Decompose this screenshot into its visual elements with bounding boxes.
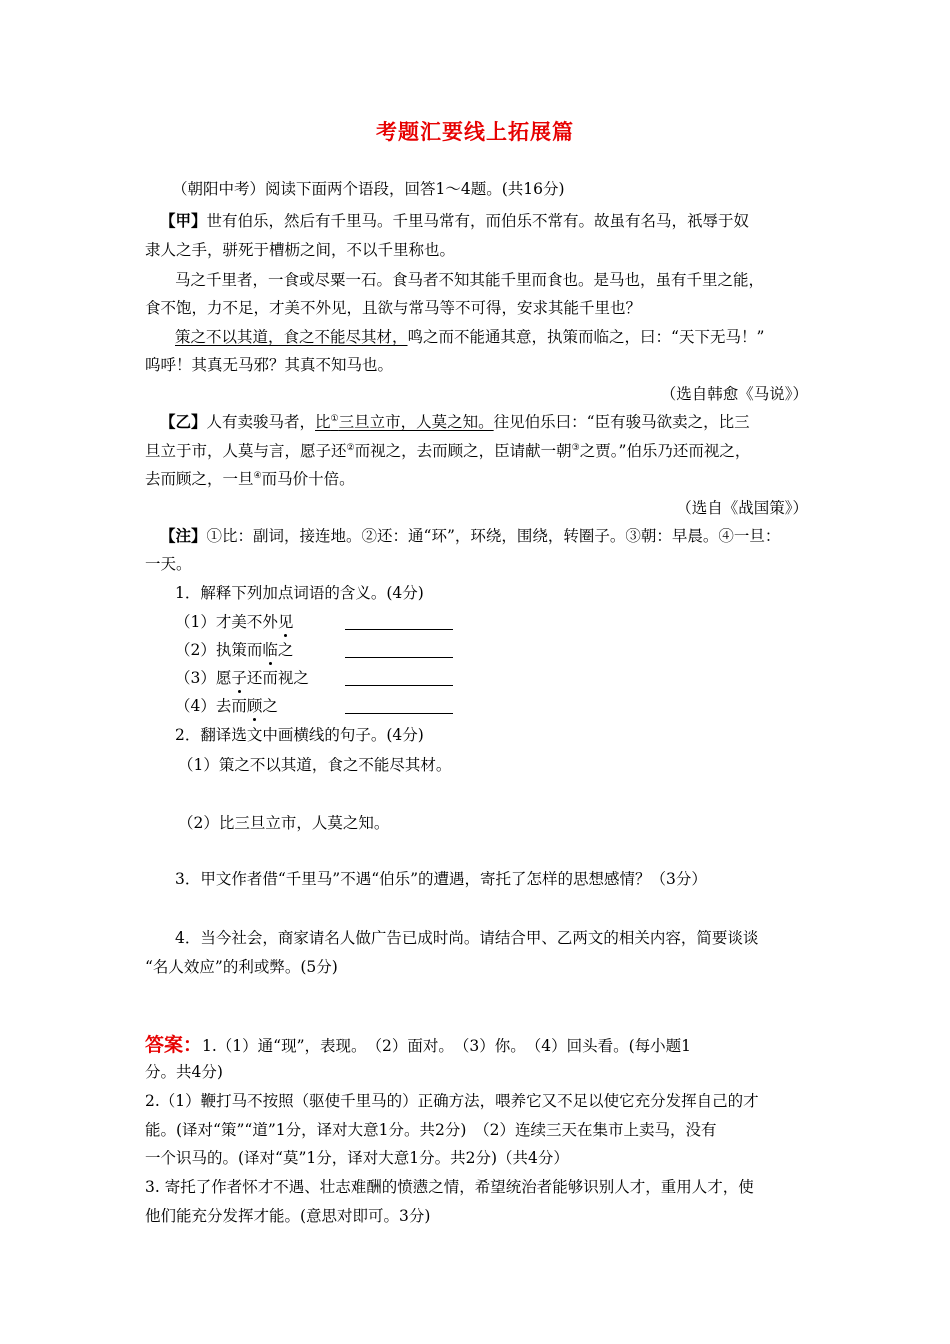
answer-blank-4[interactable] xyxy=(345,713,453,714)
question-2-sentence-2: （2）比三旦立市，人莫之知。 xyxy=(178,814,390,832)
passage-jia-text-5: 鸣之而不能通其意，执策而临之，曰：“天下无马！” xyxy=(407,328,765,346)
answer-line-1 xyxy=(145,1034,691,1057)
notes-label: 【注】 xyxy=(160,526,207,545)
underlined-sentence-2-b: 三旦立市，人莫之知。 xyxy=(338,413,494,431)
passage-yi-text-3b: 而马价十倍。 xyxy=(261,470,355,488)
question-4-line-1: 4．当今社会，商家请名人做广告已成时尚。请结合甲、乙两文的相关内容，简要谈谈 xyxy=(175,929,759,947)
q1-item-4-pre: （4）去而 xyxy=(175,697,247,715)
dotted-word-4: 顾 xyxy=(246,697,263,715)
footnote-mark-4: ④ xyxy=(253,470,262,481)
underlined-sentence-2 xyxy=(315,413,494,431)
q1-item-1-pre: （1）才美不外 xyxy=(175,613,278,631)
answer-line-2: 分。共4分) xyxy=(145,1063,223,1081)
passage-yi-text-2a: 旦立于市，人莫与言，愿子还 xyxy=(145,442,347,460)
footnote-mark-1: ① xyxy=(330,413,339,424)
answer-label: 答案： xyxy=(145,1034,203,1056)
question-1-item-3 xyxy=(175,668,309,688)
passage-yi-text-2b: 而视之，去而顾之，臣请献一朝 xyxy=(354,442,572,460)
footnote-mark-3: ③ xyxy=(571,442,580,453)
answer-blank-1[interactable] xyxy=(345,629,453,630)
passage-yi-text-3a: 去而顾之，一旦 xyxy=(145,470,254,488)
question-1-item-1 xyxy=(175,612,293,632)
question-3: 3．甲文作者借“千里马”不遇“伯乐”的遭遇，寄托了怎样的思想感情？（3分） xyxy=(175,870,707,888)
question-4-line-2: “名人效应”的利或弊。(5分) xyxy=(145,958,338,976)
page-title: 考题汇要线上拓展篇 xyxy=(376,119,574,144)
answer-text-1: 1.（1）通“现”，表现。 （2）面对。 （3）你。 （4）回头看。(每小题1 xyxy=(202,1037,692,1055)
footnote-mark-2: ② xyxy=(346,442,355,453)
q1-item-2-pre: （2）执策而 xyxy=(175,641,263,659)
passage-yi-text-2c: 之贾。”伯乐乃还而视之， xyxy=(579,442,751,460)
passage-yi-text-1b: 往见伯乐曰：“臣有骏马欲卖之，比三 xyxy=(493,413,750,431)
passage-jia-line-1 xyxy=(160,211,749,231)
dotted-word-1: 见 xyxy=(277,613,294,631)
question-1-item-4 xyxy=(175,696,278,716)
notes-line-2: 一天。 xyxy=(145,555,192,573)
answer-blank-3[interactable] xyxy=(345,685,453,686)
underlined-sentence-2-a: 比 xyxy=(315,413,331,431)
q1-item-4-post: 之 xyxy=(262,697,278,715)
passage-jia-line-2: 隶人之手，骈死于槽枥之间，不以千里称也。 xyxy=(145,241,456,259)
answer-line-5: 一个识马的。(译对“莫”1分，译对大意1分。共2分)（共4分） xyxy=(145,1149,569,1167)
passage-yi-label: 【乙】 xyxy=(160,412,207,431)
intro-line: （朝阳中考）阅读下面两个语段，回答1～4题。(共16分) xyxy=(172,180,565,198)
answer-line-4: 能。(译对“策”“道”1分，译对大意1分。共2分) （2）连续三天在集市上卖马，没有 xyxy=(145,1121,717,1139)
question-2-stem: 2．翻译选文中画横线的句子。(4分) xyxy=(175,726,424,744)
passage-jia-line-3: 马之千里者，一食或尽粟一石。食马者不知其能千里而食也。是马也，虽有千里之能， xyxy=(175,271,765,289)
passage-jia-line-5 xyxy=(175,327,764,347)
dotted-word-3: 子 xyxy=(231,669,247,687)
q1-item-2-post: 之 xyxy=(277,641,294,659)
passage-yi-text-1a: 人有卖骏马者， xyxy=(206,413,316,431)
notes-line-1 xyxy=(160,526,780,546)
passage-yi-line-3 xyxy=(145,469,355,489)
passage-yi-line-2 xyxy=(145,441,750,461)
underlined-sentence-1: 策之不以其道，食之不能尽其材， xyxy=(175,328,408,346)
answer-line-3: 2.（1）鞭打马不按照（驱使千里马的）正确方法，喂养它又不足以使它充分发挥自己的才 xyxy=(145,1092,759,1110)
passage-jia-line-6: 呜呼！其真无马邪？其真不知马也。 xyxy=(145,356,394,374)
passage-jia-source: （选自韩愈《马说》） xyxy=(660,385,808,403)
q1-item-3-pre: （3）愿 xyxy=(175,669,232,687)
question-1-item-2 xyxy=(175,640,293,660)
passage-jia-text-1: 世有伯乐，然后有千里马。千里马常有，而伯乐不常有。故虽有名马，祇辱于奴 xyxy=(206,212,750,230)
answer-blank-2[interactable] xyxy=(345,657,453,658)
passage-yi-line-1 xyxy=(160,412,750,432)
dotted-word-2: 临 xyxy=(262,641,278,659)
question-2-sentence-1: （1）策之不以其道，食之不能尽其材。 xyxy=(178,756,452,774)
answer-line-7: 他们能充分发挥才能。(意思对即可。3分) xyxy=(145,1207,431,1225)
answer-line-6: 3. 寄托了作者怀才不遇、壮志难酬的愤懑之情，希望统治者能够识别人才，重用人才，使 xyxy=(145,1178,754,1196)
notes-text-1: ①比：副词，接连地。②还：通“环”，环绕，围绕，转圈子。③朝：早晨。④一旦： xyxy=(206,527,781,545)
passage-jia-line-4: 食不饱，力不足，才美不外见，且欲与常马等不可得，安求其能千里也？ xyxy=(145,299,642,317)
q1-item-3-post: 还而视之 xyxy=(246,669,309,687)
question-1-stem: 1．解释下列加点词语的含义。(4分) xyxy=(175,584,424,602)
passage-yi-source: （选自《战国策》） xyxy=(676,499,808,517)
passage-jia-label: 【甲】 xyxy=(160,211,207,230)
